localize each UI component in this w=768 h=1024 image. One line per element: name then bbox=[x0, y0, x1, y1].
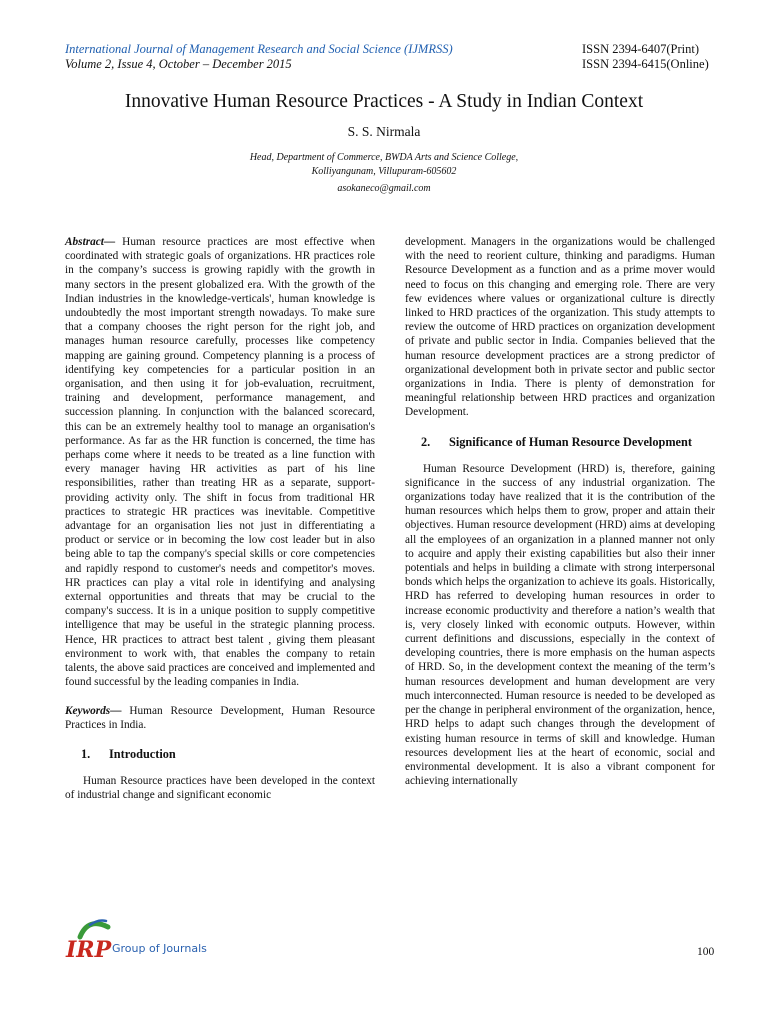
significance-paragraph: Human Resource Development (HRD) is, therefore, gaining significance in the success of any industrial organization. The organizations today have realized that it is the contribution of the human resources which helps them to grow, proper and attain their objectives. Human resource development (HRD) aims at developing all the employees of an organization in a planned manner not only to acquire and apply their existing capabilities but also their inner potentials and helps in building a climate with strong interpersonal bonds which helps the organization to achieve its goals. Historically, HRD has referred to developing human resources in order to increase economic productivity and therefore a nation’s wealth that is, very closely linked with economic outputs. However, within current definitions and discussions, especially in the context of developing countries, there is more emphasis on the human aspects of HRD. So, in the development context the meaning of the term’s human resources development and human development are very much interconnected. Human resource is needed to be developed as per the change in peripheral environment of the organization, hence, HRD helps to adapt such changes through the development of existing human resource in terms of skill and knowledge. Human resources development lies at the heart of economic, social and environmental development. It is also a vibrant component for achieving internationally bbox=[405, 462, 715, 788]
logo-initials: IRP bbox=[66, 937, 112, 963]
abstract-text: Human resource practices are most effective when coordinated with strategic goals of organizations. HR practices role in the company’s success is growing rapidly with the growth in many sectors in the present globalized era. With the growth of the Indian industries in the knowledge-verticals', human knowledge is undoubtedly the most important strength nowadays. To make sure that a company chooses the right person for the right job, and manages human resource carefully, processes like competency mapping are gaining ground. Competency planning is a process of identifying key competencies for a particular position in an organisation, and then using it for job-evaluation, recruitment, training and development, performance management, and succession planning. In conjunction with the balanced scorecard, this can be an extremely healthy tool to manage an organisation's performance. As far as the HR function is concerned, the time has perhaps come where it needs to be treated as a line function with every manager having HR activities as part of his line responsibilities, rather than treating HR as a separate, support-providing activity only. The shift in focus from traditional HR practices to strategic HR practices was inevitable. Competitive advantage for an organisation lies not just in differentiating a product or service or in becoming the low cost leader but in also being able to tap the company's special skills or core competencies and rapidly respond to customer's needs and competitor's moves. HR practices can play a vital role in identifying and analysing external opportunities and threats that may be crucial to the company's success. It is in a unique position to supply competitive intelligence that may be useful in the strategic planning process. Hence, HR practices to attract best talent , giving them pleasant environment to work with, that enables the company to retain talents, the above said practices are conceived and implemented and found successful by the leading companies in India. bbox=[65, 236, 375, 689]
section-heading-introduction bbox=[65, 747, 375, 762]
abstract bbox=[65, 235, 375, 690]
journal-name: International Journal of Management Research and Social Science (IJMRSS) bbox=[65, 42, 453, 56]
section-number: 2. bbox=[421, 434, 431, 449]
keywords-text: Human Resource Development, Human Resource Practices in India. bbox=[65, 704, 375, 731]
paper-title: Innovative Human Resource Practices - A Study in Indian Context bbox=[124, 91, 644, 112]
author-affiliation bbox=[0, 151, 768, 179]
logo-text: Group of Journals bbox=[112, 942, 207, 955]
affiliation-line-1: Head, Department of Commerce, BWDA Arts and Science College, bbox=[249, 152, 519, 163]
issn-online: ISSN 2394-6415(Online) bbox=[582, 57, 709, 71]
keywords bbox=[65, 704, 375, 732]
author-email: asokaneco@gmail.com bbox=[337, 183, 431, 194]
left-column bbox=[65, 235, 375, 802]
author-name: S. S. Nirmala bbox=[347, 124, 421, 139]
right-column bbox=[405, 235, 715, 788]
journal-header bbox=[65, 42, 453, 72]
introduction-paragraph: Human Resource practices have been developed in the context of industrial change and significant economic bbox=[65, 774, 375, 802]
section-heading-significance bbox=[405, 435, 715, 450]
abstract-label: Abstract— bbox=[65, 236, 116, 248]
section-title: Introduction bbox=[109, 746, 176, 761]
affiliation-line-2: Kolliyangunam, Villupuram-605602 bbox=[311, 166, 457, 177]
journal-volume: Volume 2, Issue 4, October – December 2015 bbox=[65, 57, 292, 71]
introduction-continued: development. Managers in the organizations would be challenged with the need to reorient culture, thinking and paradigms. Human Resource Development as a function and as a prime mover would need to focus on this changing and emerging role. There are very few evidences where values or organizational culture is directly linked to HRD practices of the organization. This study attempts to review the outcome of HRD practices on organization development of private and public sector in India. Companies believed that the human resource development practices are a strong predictor of organizational development both in private sector and public sector organizations in India. There is plenty of demonstration for meaningful relationship between HRD practices and organization Development. bbox=[405, 236, 715, 419]
issn-block bbox=[582, 42, 709, 72]
page-number: 100 bbox=[697, 946, 715, 958]
issn-print: ISSN 2394-6407(Print) bbox=[582, 42, 700, 56]
section-title: Significance of Human Resource Development bbox=[449, 434, 692, 449]
keywords-label: Keywords— bbox=[65, 704, 122, 717]
section-number: 1. bbox=[81, 746, 91, 761]
